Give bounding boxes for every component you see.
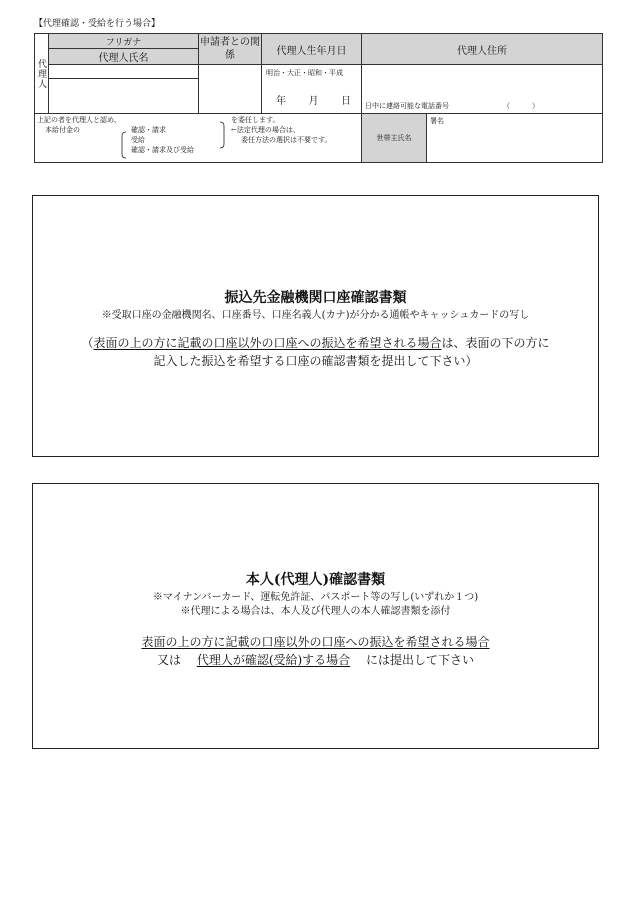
birthdate-header: 代理人生年月日 [262,34,362,65]
legal-note-2: 委任方法の選択は不要です。 [241,136,332,144]
delegation-line2: 本給付金の [45,126,80,134]
date-row [262,92,361,107]
bank-doc-line2-underlined: 表面の上の方に記載の口座以外の口座への振込を希望される場合 [93,336,442,350]
month-label: 月 [308,96,319,107]
year-label: 年 [276,96,286,107]
right-bracket-icon [219,121,225,149]
bank-doc-line2 [33,334,598,351]
proxy-info-table [34,33,603,163]
bank-doc-title: 振込先金融機関口座確認書類 [224,290,407,306]
relation-header: 申請者との関係 [199,34,262,65]
phone-line [365,101,539,111]
proxy-relation-field[interactable] [199,65,262,114]
option-confirm-request-receive[interactable]: 確認・請求及び受給 [131,146,194,154]
id-doc-line4-prefix: 又は [156,653,181,667]
bank-doc-line3: 記入した振込を希望する口座の確認書類を提出して下さい） [153,354,478,368]
phone-paren-close: ） [532,102,539,110]
delegation-cell [35,114,362,163]
option-confirm-request[interactable]: 確認・請求 [131,126,166,134]
proxy-address-field[interactable] [362,65,603,114]
proxy-name-field[interactable] [49,79,199,114]
era-options: 明治・大正・昭和・平成 [266,69,343,77]
bank-doc-line2-rest: は、表面の下の方に [441,336,550,350]
bank-doc-line2-open: （ [81,336,94,350]
householder-label: 世帯主氏名 [362,114,427,163]
id-doc-line1: ※マイナンバーカード、運転免許証、パスポート等の写し(いずれか１つ) [152,592,479,603]
id-doc-line4-underlined: 代理人が確認(受給)する場合 [196,653,351,667]
name-header: 代理人氏名 [49,49,199,65]
id-doc-line4 [33,651,598,668]
id-doc-line3 [33,633,598,650]
legal-note-1: ←法定代理の場合は、 [231,126,300,134]
delegation-line1: 上記の者を代理人と認め、 [37,116,121,124]
option-receive[interactable]: 受給 [131,136,145,144]
id-doc-line2: ※代理による場合は、本人及び代理人の本人確認書類を添付 [180,606,451,617]
id-doc-line4-suffix: には提出して下さい [366,653,475,667]
signature-label: 署名 [430,117,444,125]
delegation-block [35,114,361,162]
signature-field[interactable] [427,114,603,163]
phone-paren-open: （ [503,102,510,110]
bank-doc-line1: ※受取口座の金融機関名、口座番号、口座名義人(カナ)が分かる通帳やキャッシュカードの写し [101,310,530,321]
row-label-proxy: 代理人 [35,34,49,114]
proxy-furigana-field[interactable] [49,65,199,79]
phone-label: 日中に連絡可能な電話番号 [365,102,449,110]
left-bracket-icon [121,131,127,159]
bank-account-document-box [32,195,599,457]
id-doc-title: 本人(代理人)確認書類 [245,572,386,588]
delegate-text: を委任します。 [231,116,280,124]
id-doc-line3-underlined: 表面の上の方に記載の口座以外の口座への振込を希望される場合 [141,635,490,649]
proxy-birthdate-field[interactable] [262,65,362,114]
furigana-header: フリガナ [49,34,199,49]
section-title: 【代理確認・受給を行う場合】 [34,19,161,29]
day-label: 日 [341,96,351,107]
address-header: 代理人住所 [362,34,603,65]
identity-document-box [32,483,599,749]
